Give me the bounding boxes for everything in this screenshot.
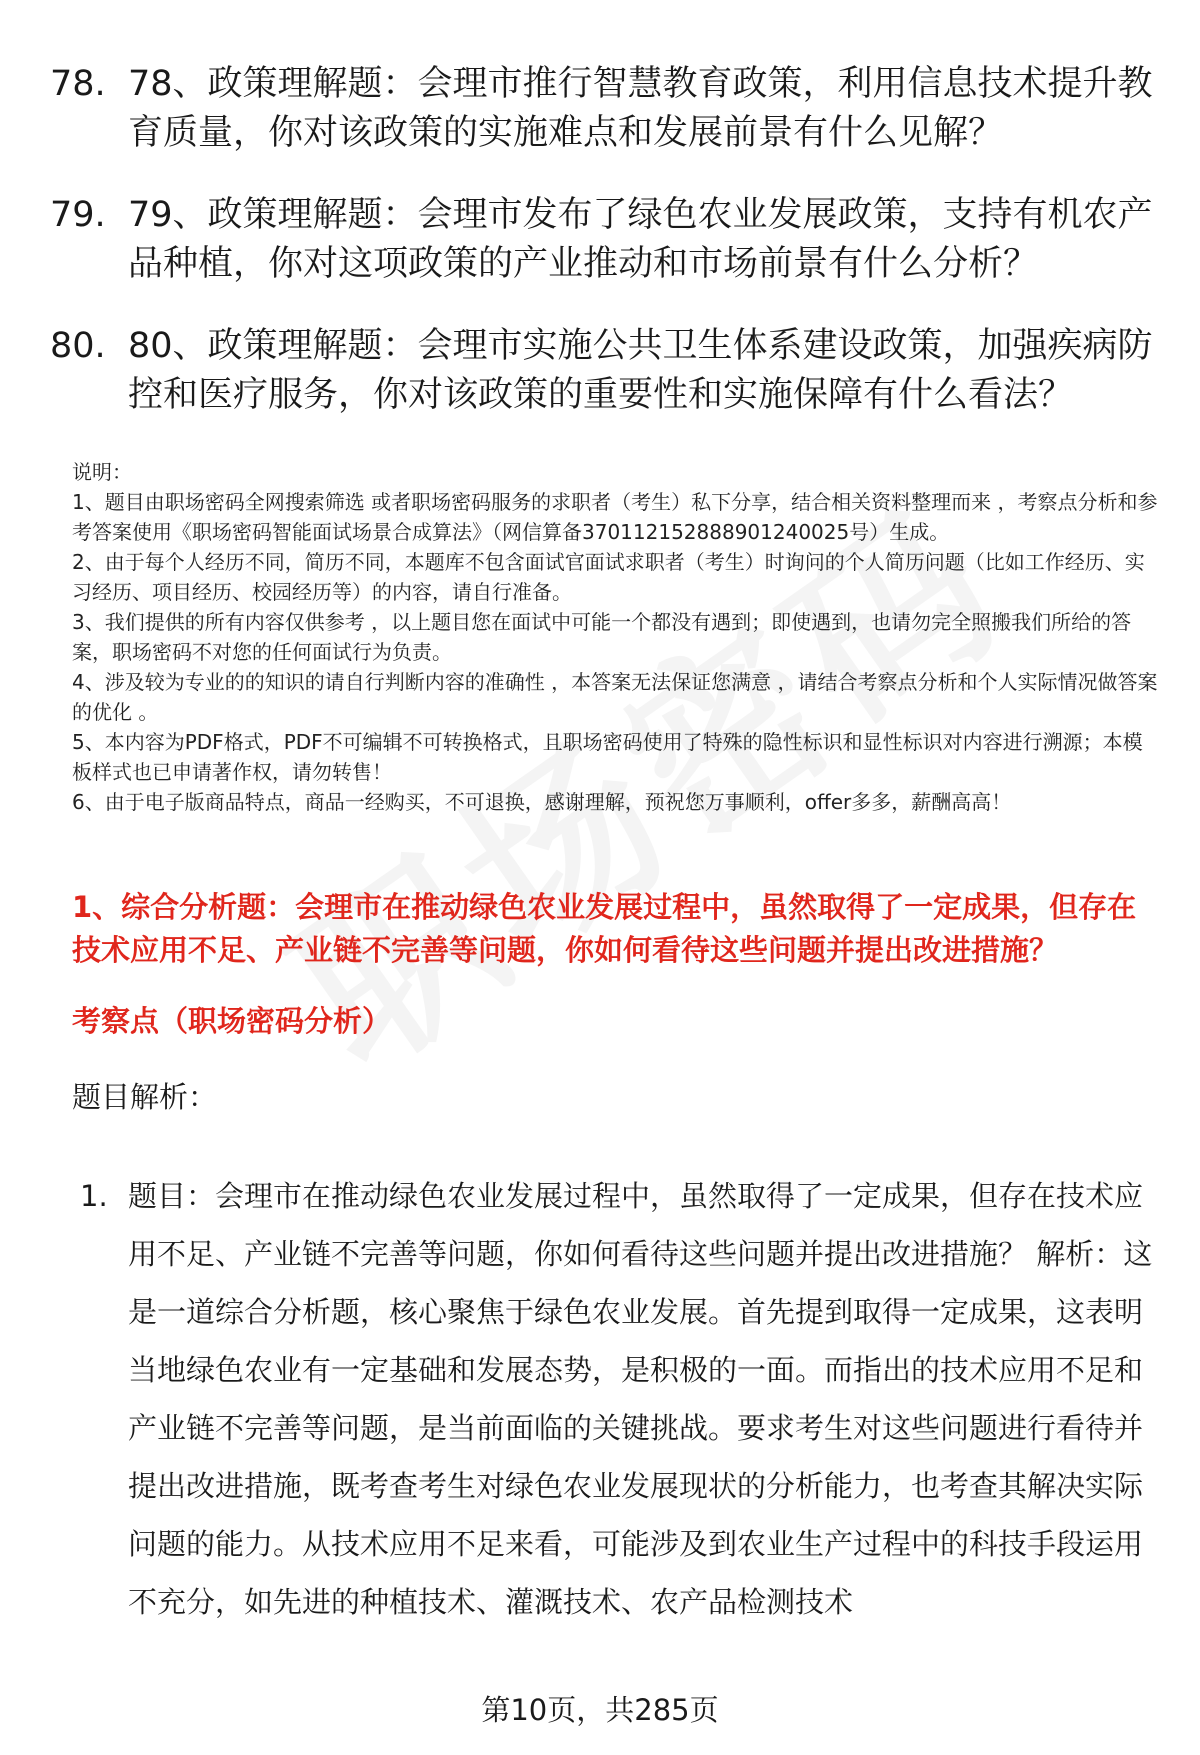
note-item: 5、本内容为PDF格式，PDF不可编辑不可转换格式，且职场密码使用了特殊的隐性标识和显性标识对内容进行溯源；本模板样式也已申请著作权，请勿转售！ [72, 730, 1143, 784]
question-heading: 1、综合分析题：会理市在推动绿色农业发展过程中，虽然取得了一定成果，但存在技术应用不足、产业链不完善等问题，你如何看待这些问题并提出改进措施？ [72, 890, 1137, 967]
list-item-number: 79. [50, 195, 106, 235]
analysis-label: 题目解析： [72, 1080, 218, 1114]
page-footer: 第10页，共285页 [481, 1693, 719, 1727]
analysis-number: 1. [80, 1179, 108, 1213]
note-item: 4、涉及较为专业的的知识的请自行判断内容的准确性 ，本答案无法保证您满意 ，请结合考察点分析和个人实际情况做答案的优化 。 [72, 670, 1158, 724]
list-item-number: 78. [50, 64, 106, 104]
list-item-text: 78、政策理解题：会理市推行智慧教育政策，利用信息技术提升教育质量，你对该政策的实施难点和发展前景有什么见解？ [128, 64, 1153, 153]
kaocha-label: 考察点（职场密码分析） [72, 1004, 392, 1038]
list-item [50, 322, 1160, 420]
policy-question-list [50, 60, 1160, 453]
list-item [50, 191, 1160, 289]
list-item-text: 79、政策理解题：会理市发布了绿色农业发展政策，支持有机农产品种植，你对这项政策的产业推动和市场前景有什么分析？ [128, 195, 1153, 284]
list-item-text: 80、政策理解题：会理市实施公共卫生体系建设政策，加强疾病防控和医疗服务，你对该政策的重要性和实施保障有什么看法？ [128, 326, 1153, 415]
note-item: 1、题目由职场密码全网搜索筛选 或者职场密码服务的求职者（考生）私下分享，结合相关资料整理而来 ，考察点分析和参考答案使用《职场密码智能面试场景合成算法》（网信算备370112152888901240025号）生成。 [72, 490, 1158, 544]
notes-section [72, 457, 1162, 817]
note-item: 2、由于每个人经历不同，简历不同，本题库不包含面试官面试求职者（考生）时询问的个人简历问题（比如工作经历、实习经历、项目经历、校园经历等）的内容，请自行准备。 [72, 550, 1145, 604]
list-item-number: 80. [50, 326, 106, 366]
analysis-text: 题目：会理市在推动绿色农业发展过程中，虽然取得了一定成果，但存在技术应用不足、产业链不完善等问题，你如何看待这些问题并提出改进措施？ 解析：这是一道综合分析题，核心聚焦于绿色农业发展。首先提到取得一定成果，这表明当地绿色农业有一定基础和发展态势，是积极的一面。而指出的技术应用不足和产业链不完善等问题，是当前面临的关键挑战。要求考生对这些问题进行看待并提出改进措施，既考查考生对绿色农业发展现状的分析能力，也考查其解决实际问题的能力。从技术应用不足来看，可能涉及到农业生产过程中的科技手段运用不充分，如先进的种植技术、灌溉技术、农产品检测技术 [128, 1179, 1153, 1619]
analysis-item [80, 1167, 1160, 1631]
note-item: 3、我们提供的所有内容仅供参考 ，以上题目您在面试中可能一个都没有遇到；即使遇到，也请勿完全照搬我们所给的答案，职场密码不对您的任何面试行为负责。 [72, 610, 1132, 664]
notes-heading: 说明： [72, 460, 132, 484]
note-item: 6、由于电子版商品特点，商品一经购买，不可退换，感谢理解，预祝您万事顺利，offer多多，薪酬高高！ [72, 790, 1012, 814]
list-item [50, 60, 1160, 158]
